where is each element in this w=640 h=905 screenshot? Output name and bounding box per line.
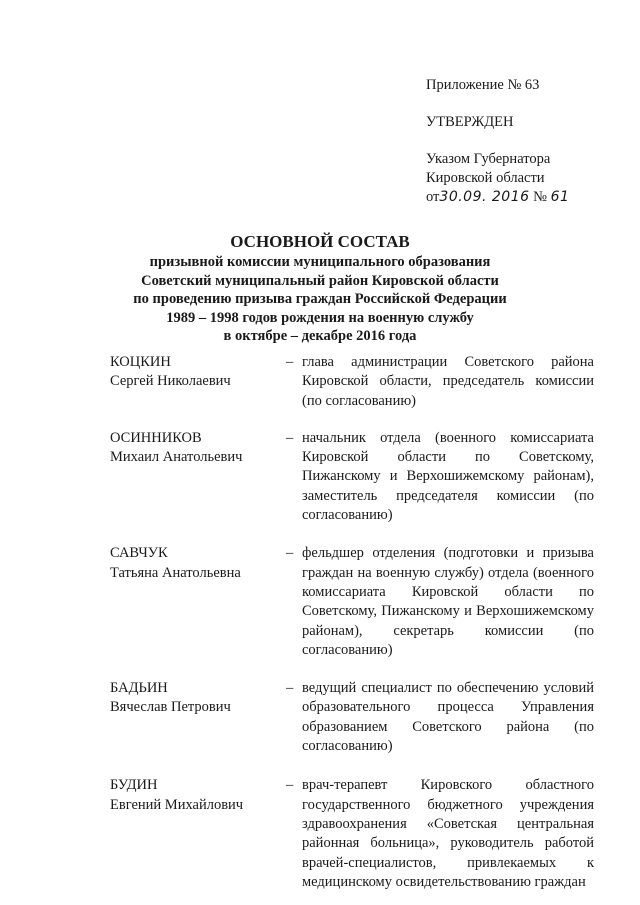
handwritten-date: 30.09. 2016 <box>439 189 530 205</box>
appendix-number: Приложение № 63 <box>426 77 540 93</box>
member-entry <box>110 679 594 756</box>
member-given-name: Вячеслав Петрович <box>110 699 231 716</box>
member-person <box>110 679 286 756</box>
member-surname: ОСИННИКОВ <box>110 429 202 446</box>
document-title <box>60 232 580 346</box>
member-role: врач-терапевт Кировского областного государственного бюджетного учреждения здравоохранения «Советская центральная районная больница», руководитель работой врачей-специалистов, привлекаемых к медицинскому освидетельствованию граждан <box>302 777 594 890</box>
member-dash: – <box>286 680 294 697</box>
member-dash: – <box>286 354 294 370</box>
member-dash: – <box>286 429 294 446</box>
member-given-name: Михаил Анатольевич <box>110 449 243 466</box>
title-line: 1989 – 1998 годов рождения на военную службу <box>166 309 474 326</box>
member-list <box>110 353 594 892</box>
member-role: фельдшер отделения (подготовки и призыва граждан на военную службу) отдела (военного комиссариата Кировской области по Советскому, Пижанскому и Верхошижемскому районам), секретарь комиссии (по согласованию) <box>302 545 594 658</box>
member-surname: БУДИН <box>110 777 158 794</box>
decree-line-1: Указом Губернатора <box>426 151 551 167</box>
member-role: глава администрации Советского района Кировской области, председатель комиссии (по согласованию) <box>302 354 594 409</box>
member-entry <box>110 353 594 411</box>
decree-line-2: Кировской области <box>426 170 545 186</box>
handwritten-number: 61 <box>550 189 570 205</box>
member-role: начальник отдела (военного комиссариата Кировской области по Советскому, Пижанскому и Верхошижемскому районам), заместитель председателя комиссии (по согласованию) <box>302 429 594 524</box>
approval-stamp-block <box>426 76 626 207</box>
member-entry <box>110 429 594 525</box>
member-person <box>110 544 286 660</box>
number-prefix: № <box>533 189 547 205</box>
member-dash: – <box>286 777 294 794</box>
title-line: призывной комиссии муниципального образования <box>149 254 491 270</box>
member-surname: КОЦКИН <box>110 354 171 370</box>
member-given-name: Татьяна Анатольевна <box>110 564 241 581</box>
decree-date-line <box>426 188 626 207</box>
member-given-name: Евгений Михайлович <box>110 796 244 813</box>
date-prefix: от <box>426 189 440 205</box>
member-entry <box>110 776 594 892</box>
member-person <box>110 776 286 892</box>
title-line: по проведению призыва граждан Российской Федерации <box>133 291 507 307</box>
member-surname: БАДЬИН <box>110 680 168 697</box>
member-role: ведущий специалист по обеспечению условий образовательного процесса Управления образованием Советского района (по согласованию) <box>302 680 594 755</box>
member-entry <box>110 544 594 660</box>
member-given-name: Сергей Николаевич <box>110 373 231 390</box>
title-line: Советский муниципальный район Кировской области <box>141 272 499 289</box>
member-person <box>110 353 286 411</box>
title-line: в октябре – декабре 2016 года <box>223 328 417 344</box>
member-dash: – <box>286 545 294 562</box>
member-surname: САВЧУК <box>110 545 168 562</box>
member-person <box>110 429 286 525</box>
approved-label: УТВЕРЖДЕН <box>426 114 514 130</box>
title-main: ОСНОВНОЙ СОСТАВ <box>230 232 410 251</box>
